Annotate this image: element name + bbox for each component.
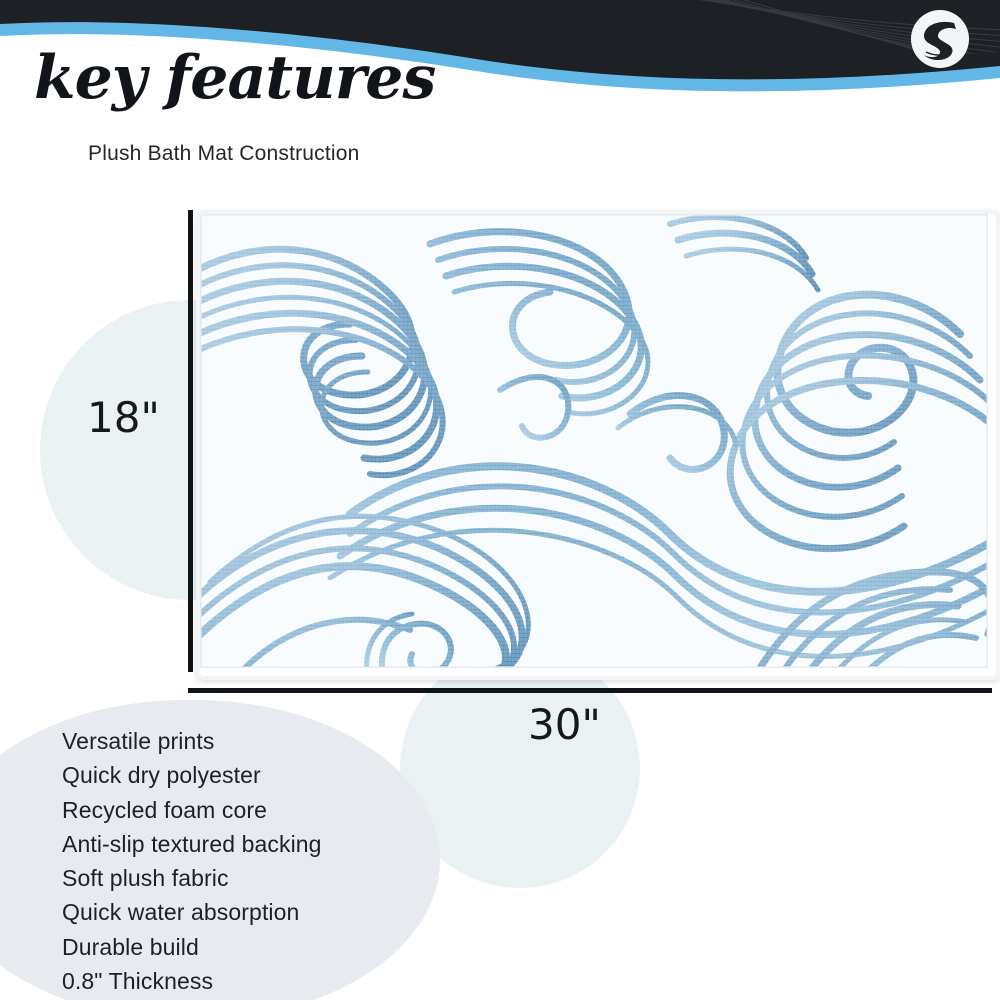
list-item: Recycled foam core bbox=[62, 796, 268, 823]
brand-logo-icon bbox=[904, 8, 976, 70]
list-item: Soft plush fabric bbox=[62, 865, 229, 892]
list-item: Anti-slip textured backing bbox=[62, 830, 322, 857]
list-item: Quick water absorption bbox=[62, 899, 300, 926]
page-title: key features bbox=[34, 43, 436, 113]
width-dimension-label: 30" bbox=[528, 700, 601, 749]
page-subtitle: Plush Bath Mat Construction bbox=[88, 142, 360, 165]
list-item: Versatile prints bbox=[62, 728, 215, 754]
product-image bbox=[196, 210, 1000, 680]
list-item: Durable build bbox=[62, 933, 199, 960]
height-dimension-rule bbox=[188, 210, 193, 672]
height-dimension-label: 18" bbox=[87, 393, 160, 442]
list-item: Quick dry polyester bbox=[62, 762, 261, 789]
width-dimension-rule bbox=[188, 688, 992, 693]
feature-list bbox=[62, 724, 482, 998]
list-item: 0.8" Thickness bbox=[62, 967, 214, 994]
